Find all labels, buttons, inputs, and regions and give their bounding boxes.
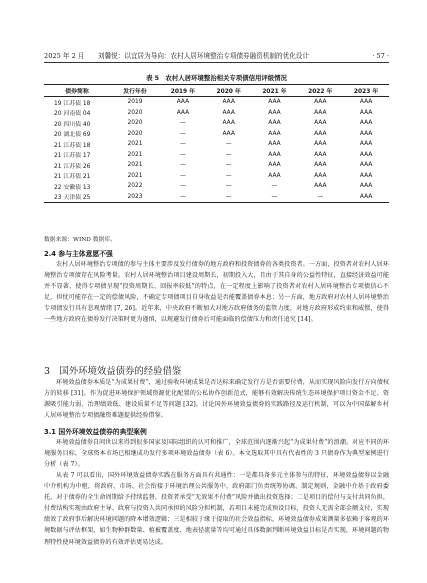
column-header: 2020 年 (206, 85, 252, 97)
table-header-row (44, 85, 389, 97)
table-source-note: 数据来源：WIND 数据库。 (44, 237, 116, 243)
table-cell: — (225, 183, 232, 190)
table-cell: AAA (222, 120, 235, 127)
table-row (44, 118, 389, 129)
table-cell: AAA (359, 130, 373, 137)
table-cell: AAA (176, 109, 190, 116)
table-row (44, 139, 389, 150)
table-cell: — (225, 162, 232, 169)
table-cell: 21 江苏债 26 (54, 163, 91, 170)
table-cell: AAA (314, 183, 327, 190)
table-row (44, 129, 389, 140)
table-cell: AAA (268, 151, 281, 158)
table-cell: AAA (222, 99, 235, 106)
table-cell: 20 湖北债 69 (54, 132, 91, 139)
table-cell: AAA (268, 120, 281, 127)
table-row (44, 150, 389, 161)
table-cell: — (225, 172, 232, 179)
paragraph-environmental-bonds: 环境效益债券本质是“为成果付费”，通过验收环境成果是否达标来确定发行方是否需要付费，从而实现风险向发行方向债权方的转移 [31]。作为促进环境保护领域资源优化配置的公私协作创新范式，能够有效解决传统生态环境保护项目资金不足、资源吸引能力弱、治理绩效低、建设质量不足等问题 [32]。讨论国外环境效益债券的实践路径及运行机制，可以为中国谋解乡村人居环境整治专项债融资难题提供经验借鉴。 (44, 379, 389, 420)
table-cell: AAA (359, 172, 373, 179)
paragraph-participation: 农村人居环境整治专项债的参与主体主要涉及发行债券的地方政府和投资债券的各类投资者。一方面，投资者对农村人居环境整治专项债存在风险考量。农村人居环境整治项目建设周期长，初期投入大，且由于其自身的公益性特征，直接经济效益可能并不显著，使得专项债呈现“投资周期长、回报率较低”的特点，在一定程度上影响了投资者对农村人居环境整治专项债信心不足，担忧可能存在一定的偿债风险，不确定专项债项目自身收益是否能覆盖债券本息；另一方面，地方政府对农村人居环境整治专项债发行具有悲观情绪 [7, 26]。近年来，中央政府不断加大对地方政府债务的监管力度，对地方政府形成约束和威慑，使得一些地方政府在债券发行决策时更为谨慎，以规避发行债券后可能面临的偿债压力和责任追究 [14]。 (44, 261, 389, 324)
table-cell: AAA (268, 109, 281, 116)
table-cell: AAA (359, 109, 373, 116)
table-cell: 2020 (127, 109, 143, 116)
table-cell: — (179, 172, 186, 179)
table-cell: AAA (268, 130, 281, 137)
table-cell: — (179, 141, 186, 148)
table-row (44, 171, 389, 182)
table-cell: AAA (314, 120, 327, 127)
table-cell: 21 江苏债 21 (54, 174, 91, 181)
page-number: · 57 · (372, 52, 389, 60)
column-header: 2022 年 (297, 85, 343, 97)
table-cell: — (160, 192, 206, 203)
table-cell: AAA (314, 151, 327, 158)
paragraph-cases-intro: 环境效益债券自问世以来得到很多国家及国际组织的认可和推广，全球范围内逐渐兴起“为成果付费”的浪潮。对应不同的环境服务目标，全球资本市场已相继成功发行多项环境效益债券（表 6）。本文选取其中具有代表性的 3 只债券作为典型案例进行分析（表 7）。 (44, 439, 389, 469)
table-cell: AAA (268, 141, 281, 148)
table-cell: AAA (359, 151, 373, 158)
column-header: 2019 年 (160, 85, 206, 97)
table-cell: AAA (176, 99, 190, 106)
table-cell: AAA (268, 99, 281, 106)
column-header: 发行年份 (110, 85, 160, 97)
table-cell: AAA (314, 162, 327, 169)
column-header: 债券简称 (44, 85, 110, 97)
paragraph-cases-analysis: 从表 7 可以看出，国外环境效益债券实践在服务方面具有共通性：一是都具备多元主体参与的特征，环境效益债券以金融中介机构为中枢，将政府、市场、社会衔接于环境治理公共服务中，政府部门负责统筹协调、制定规则，金融中介基于政府委托，对于债券的全生命周期给予持续监督，投资者承受“无效果不付费”风险并做出投资选择；二是项目的偿付与支付共同负担，付费结构实现由政府主导、政府与投资人共同承担的风险分担机制，若项目未能完成预设目标，投资人无需全部金额支付，实现绩效了政府事后解决环境问题的降本增效逻辑；三是相较于缘于提取的社会效益指标，环境效益债券成果测量多依赖于客观的环境数据与评估框架，如生物种群数量、植被覆盖度、地表径流量等均可通过具体数据判断环境效益目标是否实现，环境问题的物理特性使环境效益债券的有效评估更易达成。 (44, 472, 389, 546)
table-cell: 2021 (127, 162, 143, 169)
table-cell: — (225, 141, 232, 148)
table-cell: — (297, 192, 343, 203)
table-cell: 2019 (127, 99, 143, 106)
table-cell: 20 四川债 40 (54, 121, 91, 128)
table-cell: — (252, 192, 298, 203)
table-cell: 22 安徽债 13 (54, 184, 91, 191)
table-cell: 2023 (110, 192, 160, 203)
running-header (44, 50, 389, 63)
table-cell: AAA (359, 120, 373, 127)
table-cell: AAA (268, 162, 281, 169)
table-cell: 2021 (127, 151, 143, 158)
table-title: 表 5 农村人居环境整治相关专项债信用评级情况 (146, 74, 287, 82)
table-cell: — (179, 183, 186, 190)
table-cell: AAA (359, 183, 373, 190)
table-cell: 23 天津债 25 (44, 192, 110, 203)
table-cell: AAA (222, 109, 235, 116)
table-cell: AAA (314, 99, 327, 106)
table-cell: 2022 (127, 183, 143, 190)
table-cell: AAA (314, 109, 327, 116)
table-cell: 19 江苏债 18 (54, 100, 91, 107)
table-cell: 21 江苏债 17 (54, 153, 91, 160)
table-cell: — (179, 151, 186, 158)
table-cell: — (225, 151, 232, 158)
table-cell: 2021 (127, 141, 143, 148)
section-heading-2-4: 2.4 参与主体意愿不强 (44, 250, 113, 258)
table-cell: 2021 (127, 172, 143, 179)
bond-rating-table (44, 84, 389, 203)
table-row (44, 160, 389, 171)
issue-date: 2025 年 2 月 (44, 52, 85, 60)
table-cell: AAA (314, 130, 327, 137)
section-heading-3-1: 3.1 国外环境效益债券的典型案例 (44, 428, 147, 436)
table-cell: 21 江苏债 18 (54, 142, 91, 149)
table-cell: — (179, 130, 186, 137)
table-cell: AAA (268, 172, 281, 179)
table-cell: AAA (222, 130, 235, 137)
table-row (44, 97, 389, 108)
table-cell: 2020 (127, 130, 143, 137)
table-row (44, 192, 389, 203)
table-cell: AAA (343, 192, 389, 203)
table-cell: AAA (359, 141, 373, 148)
table-row (44, 108, 389, 119)
table-cell: — (179, 162, 186, 169)
column-header: 2021 年 (252, 85, 298, 97)
table-cell: AAA (359, 162, 373, 169)
table-cell: AAA (314, 141, 327, 148)
table-cell: 20 河南债 04 (54, 111, 91, 118)
table-row (44, 181, 389, 192)
table-cell: — (179, 120, 186, 127)
running-title: 刘馨悦：以宜居为导向：农村人居环境整治专项债券融资机制的优化设计 (98, 52, 309, 60)
table-cell: 2020 (127, 120, 143, 127)
column-header: 2023 年 (343, 85, 389, 97)
table-cell: — (271, 183, 278, 190)
table-cell: AAA (359, 99, 373, 106)
section-heading-3: 3 国外环境效益债券的经验借鉴 (44, 366, 182, 377)
table-cell: AAA (314, 172, 327, 179)
table-cell: — (206, 192, 252, 203)
